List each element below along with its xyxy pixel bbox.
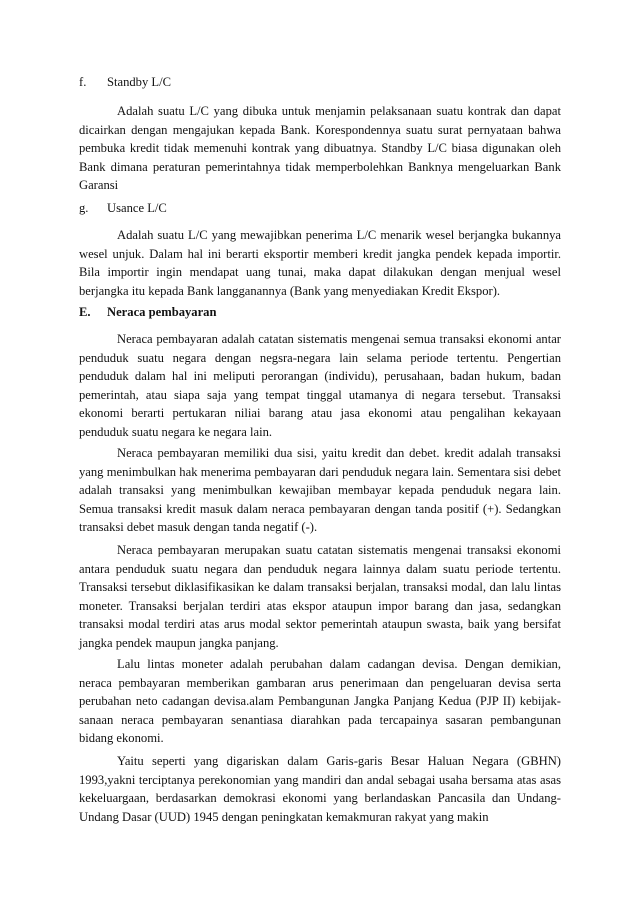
section-title: Neraca pembayaran bbox=[107, 305, 217, 319]
section-marker: g. bbox=[79, 201, 89, 215]
section-title: Usance L/C bbox=[107, 201, 167, 215]
section-heading-g bbox=[79, 199, 561, 218]
paragraph-neraca-1: Neraca pembayaran adalah catatan sistematis mengenai semua transaksi ekonomi antar penduduk suatu negara dengan negsra-negara lain selama periode tertentu. Pengertian penduduk dalam hal ini meliputi perorangan (individu), perusahaan, badan hukum, badan pemerintah, atau siapa saja yang tempat tinggal utamanya di negara tersebut. Transaksi ekonomi berarti pertukaran niliai barang atau jasa ekonomi atau pengalihan kekayaan penduduk suatu negara ke negara lain. bbox=[79, 332, 561, 439]
paragraph-neraca-2: Neraca pembayaran memiliki dua sisi, yaitu kredit dan debet. kredit adalah transaksi yang menimbulkan hak menerima pembayaran dari penduduk negara lain. Sementara sisi debet adalah transaksi yang menimbulkan kewajiban membayar kepada penduduk negara lain. Semua transaksi kredit masuk dalam neraca pembayaran dengan tanda positif (+). Sedangkan transaksi debet masuk dengan tanda negatif (-). bbox=[79, 446, 561, 535]
paragraph-usance-lc: Adalah suatu L/C yang mewajibkan penerima L/C menarik wesel berjangka bukannya wesel unjuk. Dalam hal ini berarti eksportir memberi kredit jangka pendek kepada importir. Bila importir ingin mendapat uang tunai, maka dapat dilakukan dengan menjual wesel berjangka itu kepada Bank langganannya (Bank yang menyediakan Kredit Ekspor). bbox=[79, 228, 561, 298]
paragraph-neraca-3: Neraca pembayaran merupakan suatu catatan sistematis mengenai transaksi ekonomi antara penduduk suatu negara dan penduduk negara lainnya dalam suatu periode tertentu. Transaksi tersebut diklasifikasikan ke dalam transaksi berjalan, transaksi modal, dan lalu lintas moneter. Transaksi berjalan terdiri atas ekspor ataupun impor barang dan jasa, sedangkan transaksi modal terdiri atas arus modal sektor pemerintah ataupun swasta, baik yang bersifat jangka pendek maupun jangka panjang. bbox=[79, 543, 561, 650]
paragraph-neraca-5: Yaitu seperti yang digariskan dalam Garis-garis Besar Haluan Negara (GBHN) 1993,yakni terciptanya perekonomian yang mandiri dan andal sebagai usaha bersama atas asas kekeluargaan, berdasarkan demokrasi ekonomi yang berlandaskan Pancasila dan Undang-Undang Dasar (UUD) 1945 dengan peningkatan kemakmuran rakyat yang makin bbox=[79, 754, 561, 824]
section-heading-f bbox=[79, 73, 561, 92]
section-marker: E. bbox=[79, 305, 91, 319]
section-title: Standby L/C bbox=[107, 75, 172, 89]
paragraph-standby-lc: Adalah suatu L/C yang dibuka untuk menjamin pelaksanaan suatu kontrak dan dapat dicairkan dengan mengajukan kepada Bank. Korespondennya suatu surat pernyataan bahwa pembuka kredit tidak memenuhi kontrak yang dibuatnya. Standby L/C biasa digunakan oleh Bank dimana peraturan pemerintahnya tidak memperbolehkan Banknya mengeluarkan Bank Garansi bbox=[79, 104, 561, 193]
section-marker: f. bbox=[79, 75, 87, 89]
paragraph-neraca-4: Lalu lintas moneter adalah perubahan dalam cadangan devisa. Dengan demikian, neraca pembayaran memberikan gambaran arus penerimaan dan pengeluaran devisa serta perubahan neto cadangan devisa.alam Pembangunan Jangka Panjang Kedua (PJP II) kebijak-sanaan neraca pembayaran senantiasa diarahkan pada tercapainya sasaran pembangunan bidang ekonomi. bbox=[79, 657, 561, 746]
section-heading-e bbox=[79, 303, 561, 322]
